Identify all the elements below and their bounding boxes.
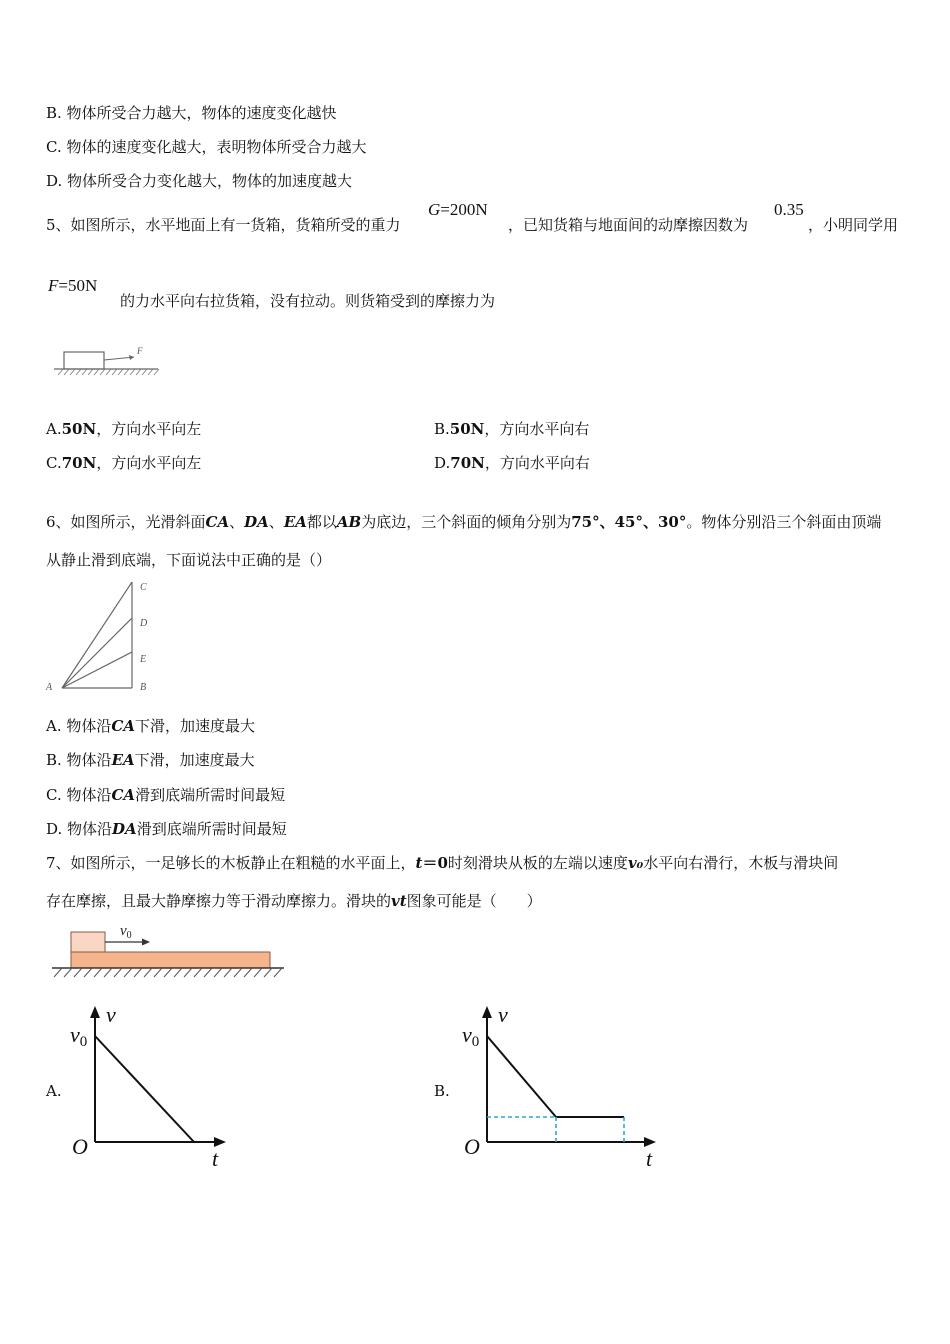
q5-option-b-text: ，方向水平向右 — [484, 420, 590, 438]
q5-option-d-text: ，方向水平向右 — [484, 454, 590, 472]
q7-graph-a-origin-label: O — [72, 1134, 88, 1159]
q6-sep2: 、 — [268, 513, 284, 531]
q5-option-b-value: 50N — [449, 420, 485, 438]
q6-angles: 75°、45°、30° — [571, 513, 687, 531]
q5-force-arrowhead — [129, 355, 134, 360]
q5-gravity-formula — [428, 200, 488, 220]
q6-option-b — [46, 749, 255, 770]
q7-fig-v0: $v_0$ — [120, 923, 132, 941]
q5-option-a-text: ，方向水平向左 — [96, 420, 202, 438]
q6-label-b: B — [140, 682, 147, 693]
q7-graph-b-v0-label: v0 — [462, 1022, 480, 1050]
q6-option-d — [46, 818, 287, 839]
q5-fig-label-f: F — [137, 346, 143, 356]
q7-stem-part5: 图象可能是（ ） — [406, 892, 542, 910]
q5-option-c — [46, 452, 201, 473]
q7-velocity-arrowhead — [142, 939, 150, 946]
q6-sep1: 、 — [229, 513, 245, 531]
q7-block — [71, 932, 105, 952]
q7-stem-line2 — [46, 890, 542, 911]
q6-option-c-post: 滑到底端所需时间最短 — [135, 786, 286, 804]
q7-stem-part3: 水平向右滑行，木板与滑块间 — [643, 854, 839, 872]
q7-stem-part2: 时刻滑块从板的左端以速度 — [447, 854, 628, 872]
q6-stem-part4: 。物体分别沿三个斜面由顶端 — [686, 513, 882, 531]
q6-var-da: DA — [244, 513, 269, 531]
q7-graph-a-y-arrowhead — [90, 1006, 100, 1018]
q5-g-var: G — [428, 200, 441, 219]
q5-option-a-label: A. — [46, 420, 62, 438]
q7-plank-figure — [50, 918, 290, 980]
q6-incline-ea — [62, 652, 132, 688]
q5-option-d-label: D. — [434, 454, 451, 472]
q5-option-c-value: 70N — [61, 454, 97, 472]
q6-stem-part2: 都以 — [306, 513, 337, 531]
q7-var-vt: vt — [391, 892, 407, 910]
q6-option-a-post: 下滑，加速度最大 — [134, 717, 255, 735]
q7-var-v0: v₀ — [627, 854, 644, 872]
q7-graph-b-y-arrowhead — [482, 1006, 492, 1018]
q5-option-c-label: C. — [46, 454, 62, 472]
q5-option-d-value: 70N — [450, 454, 485, 472]
q5-stem-b: ，已知货箱与地面间的动摩擦因数为 — [508, 216, 749, 234]
q6-label-c: C — [140, 582, 147, 593]
q7-graph-b-decel-line — [487, 1036, 556, 1117]
q6-option-a — [46, 715, 255, 736]
q5-option-b — [434, 418, 589, 439]
q6-stem-line1 — [46, 511, 881, 532]
q6-option-b-var: EA — [111, 751, 135, 769]
q6-incline-da — [62, 618, 132, 688]
q5-option-c-text: ，方向水平向左 — [96, 454, 202, 472]
q5-ground-hatching — [58, 369, 159, 375]
q7-graph-b-v-label: v — [498, 1002, 508, 1027]
q5-mu-value: 0.35 — [774, 200, 804, 219]
q7-graph-a — [60, 1000, 240, 1175]
q5-box-figure — [54, 340, 164, 382]
q6-var-ca: CA — [205, 513, 230, 531]
q6-option-c-var: CA — [111, 786, 136, 804]
q6-stem-line2: 从静止滑到底端，下面说法中正确的是（） — [46, 551, 332, 569]
q7-t-value: ＝0 — [422, 854, 448, 872]
q6-option-b-pre: B. 物体沿 — [46, 751, 112, 769]
q6-option-a-pre: A. 物体沿 — [46, 717, 112, 735]
q6-incline-figure — [44, 578, 164, 696]
q5-option-d — [434, 452, 590, 473]
q5-option-a-value: 50N — [61, 420, 97, 438]
q4-option-c: C. 物体的速度变化越大，表明物体所受合力越大 — [46, 138, 367, 156]
q4-option-d: D. 物体所受合力变化越大，物体的加速度越大 — [46, 172, 353, 190]
q7-stem-line1 — [46, 852, 838, 873]
q6-incline-ca — [62, 582, 132, 688]
q7-plank — [71, 952, 270, 968]
q7-graph-b-t-label: t — [646, 1146, 653, 1171]
q6-option-c-pre: C. 物体沿 — [46, 786, 112, 804]
q7-ground-hatching — [54, 968, 282, 977]
q7-option-b-label: B. — [434, 1082, 450, 1100]
q6-var-ab: AB — [336, 513, 362, 531]
q5-stem-d: 的力水平向右拉货箱，没有拉动。则货箱受到的摩擦力为 — [120, 292, 496, 310]
q6-option-b-post: 下滑，加速度最大 — [134, 751, 255, 769]
q7-stem-part4: 存在摩擦，且最大静摩擦力等于滑动摩擦力。滑块的 — [46, 892, 392, 910]
q5-option-b-label: B. — [434, 420, 450, 438]
q6-stem-part1: 6、如图所示，光滑斜面 — [46, 513, 206, 531]
q6-var-ea: EA — [283, 513, 307, 531]
q7-graph-b — [452, 1000, 672, 1175]
q6-stem-part3: 为底边，三个斜面的倾角分别为 — [361, 513, 572, 531]
q5-g-val: =200N — [440, 200, 488, 219]
q6-label-e: E — [140, 654, 147, 665]
q6-option-c — [46, 784, 285, 805]
q7-stem-part1: 7、如图所示，一足够长的木板静止在粗糙的水平面上， — [46, 854, 416, 872]
q7-option-a-label: A. — [46, 1082, 62, 1100]
q7-var-t: t — [415, 854, 423, 872]
q6-option-a-var: CA — [111, 717, 135, 735]
q7-graph-a-v0-label: v0 — [70, 1022, 88, 1050]
q7-graph-a-vt-line — [95, 1036, 194, 1142]
q5-option-a — [46, 418, 201, 439]
q6-option-d-var: DA — [112, 820, 137, 838]
q6-option-d-post: 滑到底端所需时间最短 — [136, 820, 287, 838]
q6-label-d: D — [140, 618, 148, 629]
q5-f-var: F — [48, 276, 59, 295]
q7-graph-b-origin-label: O — [464, 1134, 480, 1159]
q5-stem-a: 5、如图所示，水平地面上有一货箱，货箱所受的重力 — [46, 216, 401, 234]
q5-force-formula — [48, 276, 97, 296]
q7-graph-a-t-label: t — [212, 1146, 219, 1171]
q7-graph-a-v-label: v — [106, 1002, 116, 1027]
q6-option-d-pre: D. 物体沿 — [46, 820, 113, 838]
q5-f-val: =50N — [58, 276, 98, 295]
q5-stem-line1 — [46, 214, 401, 235]
q5-box — [64, 352, 104, 369]
q4-option-b: B. 物体所受合力越大，物体的速度变化越快 — [46, 104, 337, 122]
q5-stem-c: ，小明同学用 — [808, 216, 899, 234]
q6-label-a: A — [46, 682, 53, 693]
